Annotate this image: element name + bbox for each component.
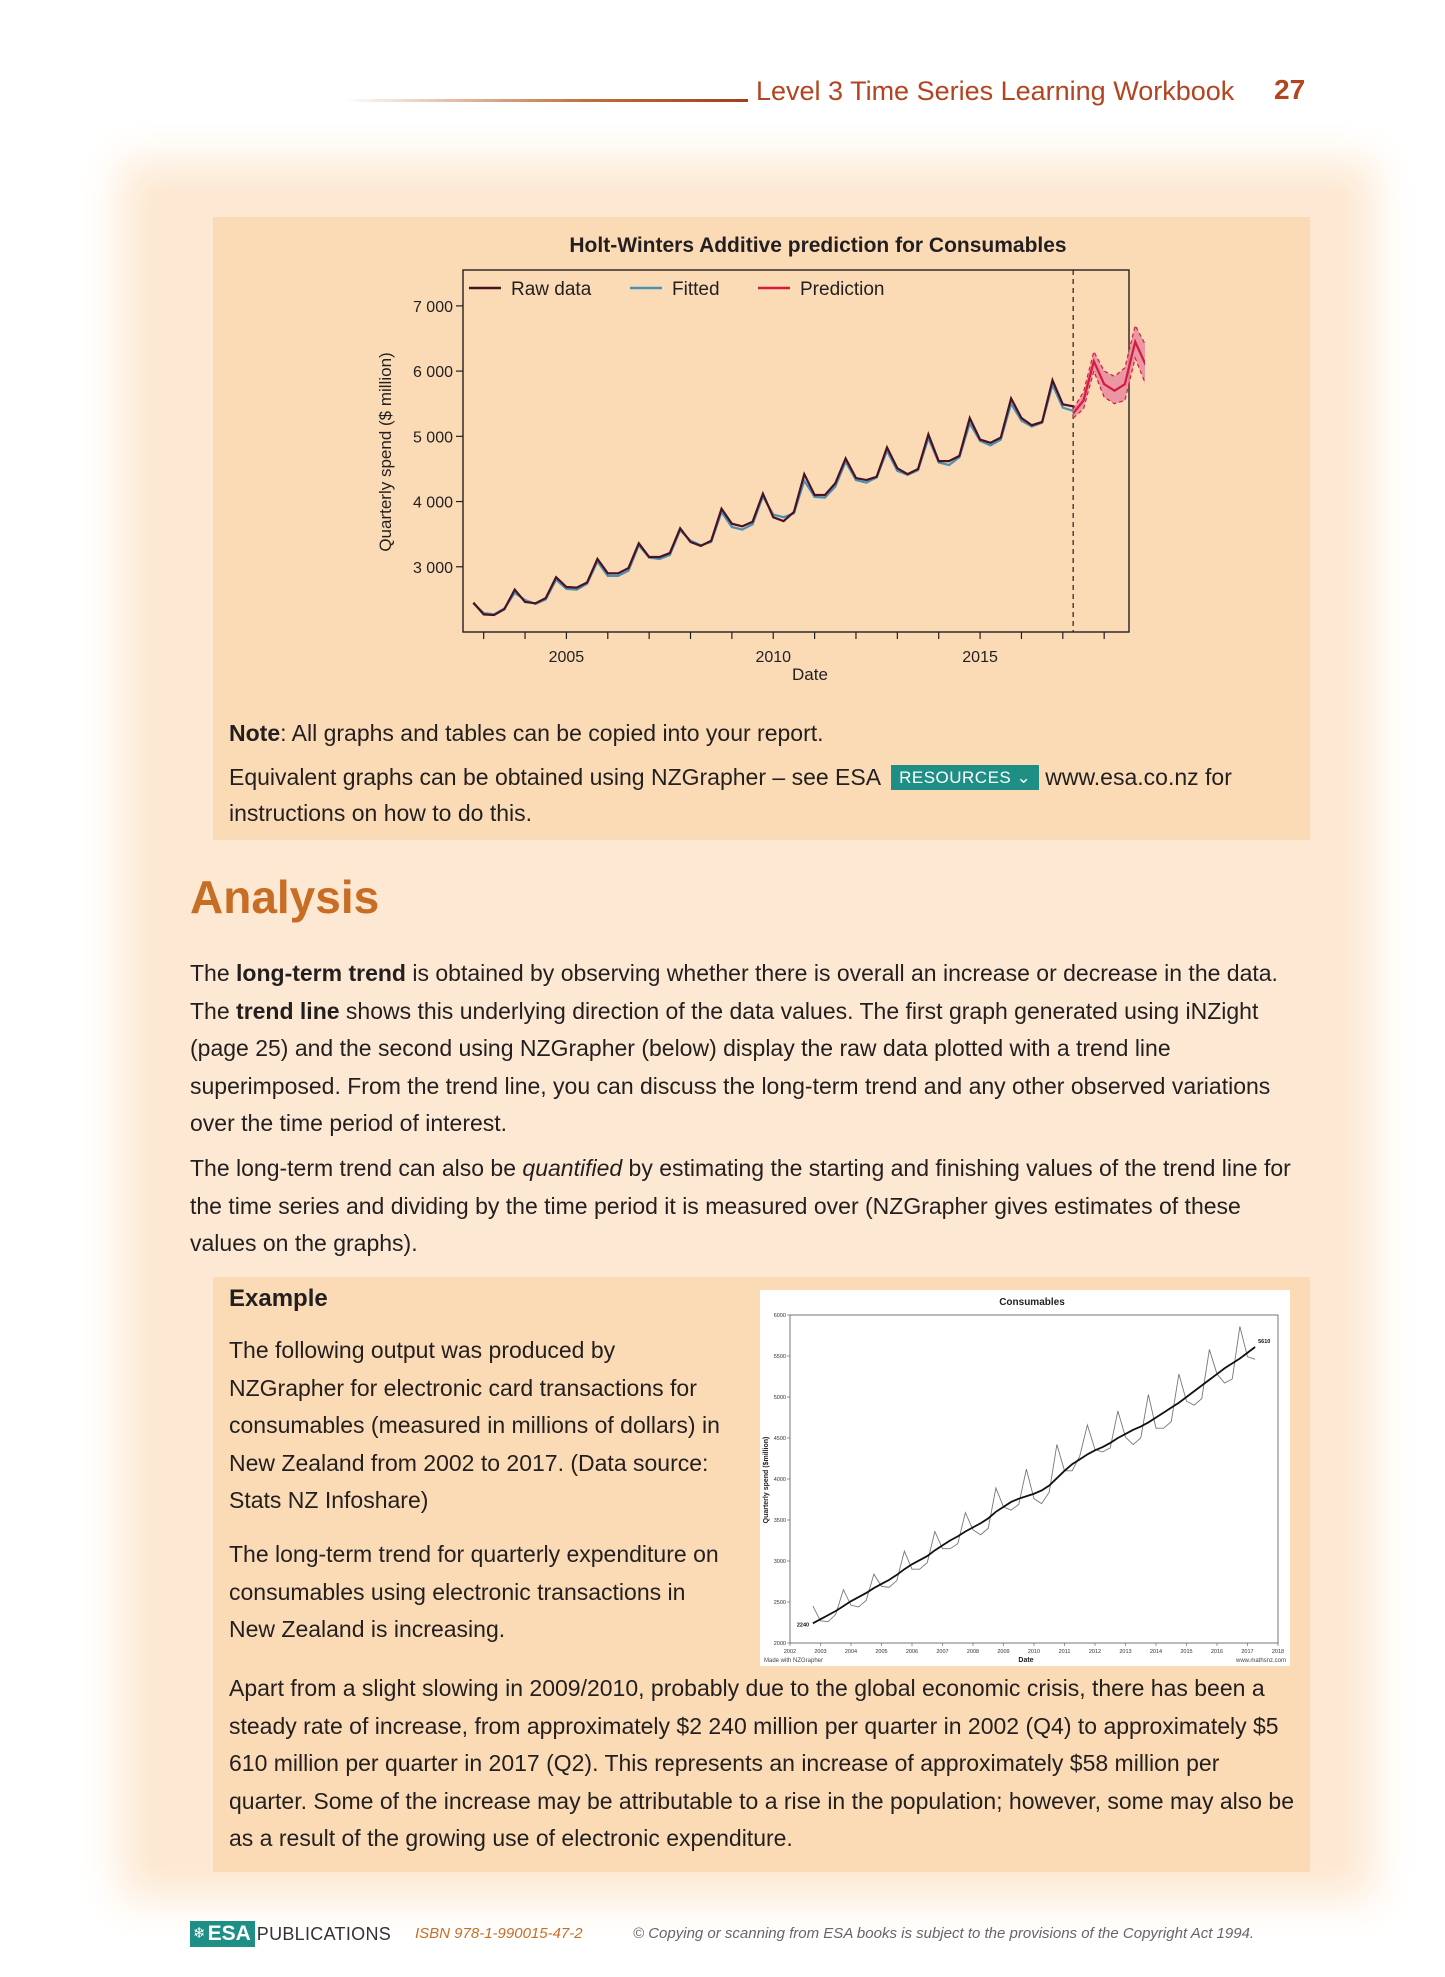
nz-y-tick-label: 3500 bbox=[773, 1518, 786, 1524]
nz-y-tick-label: 2000 bbox=[773, 1641, 786, 1647]
logo-mark bbox=[190, 1921, 255, 1947]
copyright: © Copying or scanning from ESA books is subject to the provisions of the Copyright Act 1994. bbox=[633, 1925, 1255, 1942]
legend-raw-label: Raw data bbox=[511, 279, 592, 300]
term-long-term-trend: long-term trend bbox=[236, 960, 406, 986]
nzgrapher-consumables-chart bbox=[760, 1290, 1290, 1666]
note-line bbox=[229, 715, 824, 751]
nz-chart-title: Consumables bbox=[999, 1297, 1065, 1308]
header-rule bbox=[343, 99, 748, 102]
chevron-down-icon: ⌄ bbox=[1011, 768, 1032, 787]
text-run: by estimating the starting and finishing values of the trend line for the time series and dividing by the time period it is measured over (NZGrapher gives estimates of these values on the graphs). bbox=[190, 1155, 1291, 1256]
logo-box-text: ESA bbox=[207, 1922, 251, 1945]
nz-x-axis-label: Date bbox=[1018, 1657, 1034, 1664]
analysis-paragraph-2 bbox=[190, 1150, 1305, 1263]
analysis-heading: Analysis bbox=[190, 871, 380, 923]
nz-x-tick-label: 2009 bbox=[997, 1649, 1010, 1655]
nz-y-tick-label: 5500 bbox=[773, 1354, 786, 1360]
nz-x-tick-label: 2011 bbox=[1058, 1649, 1071, 1655]
y-tick-label: 6 000 bbox=[412, 364, 453, 382]
fitted-series-line bbox=[473, 385, 1073, 615]
nz-y-tick-label: 2500 bbox=[773, 1600, 786, 1606]
y-tick-label: 3 000 bbox=[412, 559, 453, 577]
nz-y-tick-label: 4500 bbox=[773, 1436, 786, 1442]
term-quantified: quantified bbox=[522, 1155, 623, 1181]
nz-x-tick-label: 2005 bbox=[875, 1649, 888, 1655]
note-text: : All graphs and tables can be copied into your report. bbox=[280, 720, 824, 746]
raw-data-series-line bbox=[473, 380, 1073, 615]
text-run: The long-term trend can also be bbox=[190, 1155, 523, 1181]
chart-title: Holt-Winters Additive prediction for Consumables bbox=[569, 234, 1067, 257]
note-label: Note bbox=[229, 720, 281, 746]
x-tick-label: 2015 bbox=[962, 649, 998, 666]
term-trend-line: trend line bbox=[236, 997, 340, 1024]
running-header-title: Level 3 Time Series Learning Workbook bbox=[756, 76, 1235, 106]
nz-y-tick-label: 3000 bbox=[773, 1559, 786, 1565]
nz-site-credit: www.mathsnz.com bbox=[1235, 1658, 1286, 1664]
x-tick-label: 2005 bbox=[548, 649, 585, 666]
nz-y-axis-label: Quarterly spend ($million) bbox=[763, 1436, 770, 1524]
nz-y-tick-label: 5000 bbox=[773, 1395, 786, 1401]
nz-x-tick-label: 2016 bbox=[1210, 1649, 1224, 1655]
nz-made-with: Made with NZGrapher bbox=[764, 1658, 824, 1664]
chart-legend bbox=[469, 279, 885, 300]
resources-label: RESOURCES bbox=[899, 768, 1012, 787]
nz-x-tick-label: 2002 bbox=[783, 1649, 797, 1655]
nz-x-tick-label: 2018 bbox=[1271, 1649, 1285, 1655]
example-title: Example bbox=[229, 1285, 328, 1312]
equivalent-graphs-text bbox=[229, 759, 1289, 831]
nz-x-tick-label: 2003 bbox=[814, 1649, 827, 1655]
nz-x-tick-label: 2006 bbox=[905, 1649, 919, 1655]
nz-y-tick-label: 4000 bbox=[773, 1477, 786, 1483]
resources-button[interactable] bbox=[891, 765, 1039, 790]
y-tick-label: 4 000 bbox=[412, 494, 453, 512]
plot-frame bbox=[463, 270, 1129, 632]
y-axis-label: Quarterly spend ($ million) bbox=[376, 352, 395, 552]
analysis-paragraph-1 bbox=[190, 955, 1305, 1143]
page-number: 27 bbox=[1274, 74, 1306, 105]
example-paragraph-2: The long-term trend for quarterly expenditure on consumables using electronic transactions in New Zealand is increasing. bbox=[229, 1541, 719, 1642]
tree-icon: ❄ bbox=[193, 1925, 206, 1942]
x-axis-label: Date bbox=[792, 665, 828, 684]
equiv-after: www.esa.co.nz for instructions on how to do this. bbox=[229, 764, 1232, 826]
holt-winters-chart bbox=[355, 225, 1145, 695]
equiv-before: Equivalent graphs can be obtained using NZGrapher – see ESA bbox=[229, 764, 882, 790]
nz-x-tick-label: 2007 bbox=[936, 1649, 949, 1655]
nz-x-tick-label: 2014 bbox=[1149, 1649, 1163, 1655]
nz-x-tick-label: 2015 bbox=[1180, 1649, 1193, 1655]
example-paragraph-1: The following output was produced by NZGrapher for electronic card transactions for consumables (measured in millions of dollars) in New Zealand from 2002 to 2017. (Data source: Stats NZ Infoshare) bbox=[229, 1337, 720, 1513]
text-run: shows this underlying direction of the data values. The first graph generated using iNZight (page 25) and the second using NZGrapher (below) display the raw data plotted with a trend line superimposed. From the trend line, you can discuss the long-term trend and any other observed variations over the time period of interest. bbox=[190, 997, 1271, 1136]
nz-trend-start-label: 2240 bbox=[796, 1622, 810, 1629]
footer bbox=[190, 1921, 1310, 1951]
text-run: is obtained by observing whether there is overall an increase or decrease in the data. The bbox=[190, 960, 1278, 1024]
legend-prediction-label: Prediction bbox=[800, 279, 885, 300]
y-tick-label: 7 000 bbox=[412, 298, 453, 316]
esa-logo bbox=[190, 1921, 391, 1947]
logo-word: PUBLICATIONS bbox=[256, 1923, 392, 1944]
nz-y-tick-label: 6000 bbox=[773, 1313, 786, 1319]
nz-x-tick-label: 2008 bbox=[966, 1649, 980, 1655]
text-run: The bbox=[190, 960, 237, 986]
nz-x-tick-label: 2017 bbox=[1241, 1649, 1254, 1655]
prediction-interval-band bbox=[1073, 325, 1145, 418]
nz-x-tick-label: 2013 bbox=[1119, 1649, 1132, 1655]
example-paragraph-3: Apart from a slight slowing in 2009/2010, probably due to the global economic crisis, there has been a steady rate of increase, from approximately $2 240 million per quarter in 2002 (Q4) to approximately $5 610 million per quarter in 2017 (Q2). This represents an increase of approximately $58 million per quarter. Some of the increase may be attributable to a rise in the population; however, some may also be as a result of the growing use of electronic expenditure. bbox=[229, 1675, 1294, 1851]
nz-x-tick-label: 2012 bbox=[1088, 1649, 1102, 1655]
y-tick-label: 5 000 bbox=[412, 429, 453, 447]
x-tick-label: 2010 bbox=[755, 649, 792, 666]
legend-fitted-label: Fitted bbox=[672, 279, 720, 300]
nz-x-tick-label: 2004 bbox=[844, 1649, 858, 1655]
nz-trend-end-label: 5610 bbox=[1258, 1338, 1271, 1345]
isbn: ISBN 978-1-990015-47-2 bbox=[415, 1925, 583, 1942]
nz-x-tick-label: 2010 bbox=[1027, 1649, 1041, 1655]
